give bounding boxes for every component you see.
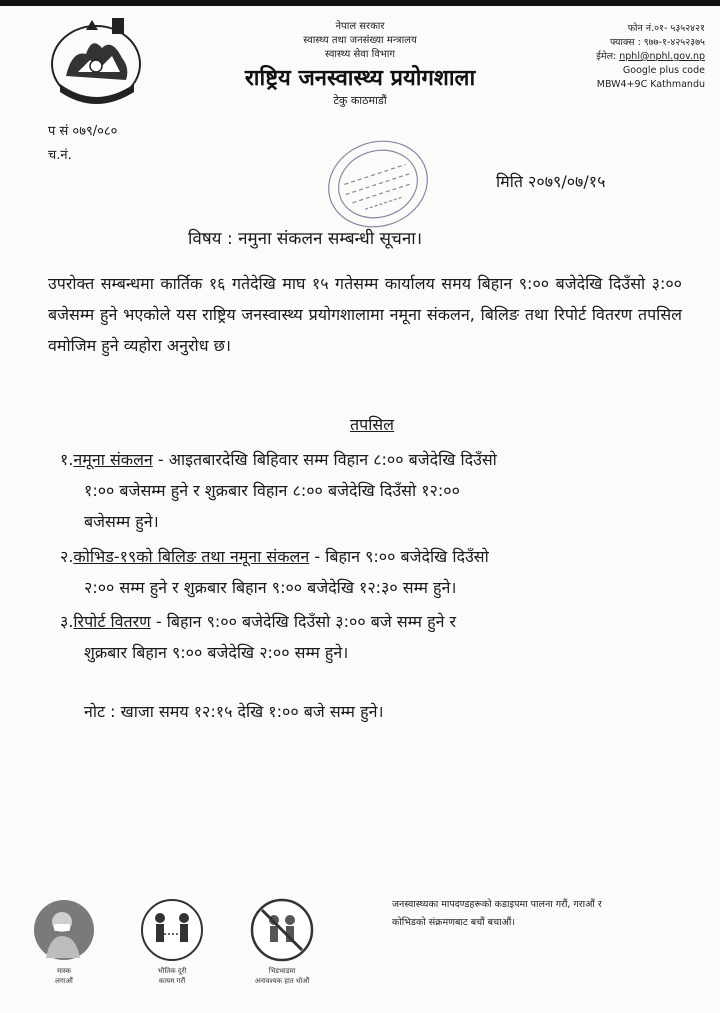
plus-code: MBW4+9C Kathmandu [596,79,705,90]
reference-block [48,120,117,168]
fax-number: फ्याक्स : ९७७-१-४२५२३७५ [609,37,705,48]
govt-line: नेपाल सरकार [335,21,385,32]
distance-label: भौतिक दूरी कायम गरौं [157,967,187,985]
schedule-item-covid-billing [60,541,684,603]
plus-code-label: Google plus code [622,65,705,76]
item-label: नमूना संकलन [73,450,153,469]
phone-number: फोन नं.०१- ५३५२४२१ [627,23,705,34]
top-border [0,0,720,6]
item-label: रिपोर्ट वितरण [73,612,151,631]
no-gathering-icon [250,898,314,962]
office-title: राष्ट्रिय जनस्वास्थ्य प्रयोगशाला [244,66,476,91]
item-text: बजेसम्म हुने। [84,512,159,531]
item-label: कोभिड-१९को बिलिङ तथा नमूना संकलन [73,547,310,566]
item-text: - बिहान ९:०० बजेदेखि दिउँसो [309,547,489,566]
schedule-item-report-distribution [60,606,684,668]
schedule-heading: तपसिल [350,415,395,434]
schedule-item-sample-collection [60,444,684,537]
department-line: स्वास्थ्य सेवा विभाग [324,49,396,60]
item-text: १:०० बजेसम्म हुने र शुक्रबार विहान ८:०० बजेदेखि दिउँसो १२:०० [84,481,460,500]
public-health-message: जनस्वास्थ्यका मापदण्डहरूको कडाइपमा पालना गरौं, गराऔं र कोभिडको संक्रमणबाट बचौं बचाऔं। [392,899,602,928]
email-address[interactable]: nphl@nphl.gov.np [619,51,705,62]
letter-number: प सं ०७९/०८० [48,124,118,139]
item-number: २. [60,547,74,566]
mask-label: मास्क लगाऔं [55,967,73,985]
notice-body: उपरोक्त सम्बन्धमा कार्तिक १६ गतेदेखि माघ १५ गतेसम्म कार्यालय समय बिहान ९:०० बजेदेखि दिउँसो ३:०० बजेसम्म हुने भएकोले यस राष्ट्रिय जनस्वास्थ्य प्रयोगशालामा नमूना संकलन, बिलिङ तथा रिपोर्ट वितरण तपसिल वमोजिम हुने व्यहोरा अनुरोध छ। [48,274,682,355]
email-label: ईमेल: [596,51,617,62]
no-gathering-label: भिडभाडमा अनावश्यक हात धोऔं [254,967,310,985]
physical-distance-icon [140,898,204,962]
ministry-line: स्वास्थ्य तथा जनसंख्या मन्त्रालय [303,35,417,46]
item-text: २:०० सम्म हुने र शुक्रबार बिहान ९:०० बजेदेखि १२:३० सम्म हुने। [84,578,457,597]
office-stamp-icon [318,128,438,240]
contact-block [530,22,705,92]
notice-date: मिति २०७९/०७/१५ [496,172,606,191]
office-location: टेकु काठमाडौं [333,94,387,107]
item-text: शुक्रबार बिहान ९:०० बजेदेखि २:०० सम्म हुने। [84,643,349,662]
item-number: १. [60,450,74,469]
item-number: ३. [60,612,74,631]
office-header [200,20,520,108]
dispatch-number: च.नं. [48,148,72,163]
notice-subject: विषय : नमुना संकलन सम्बन्धी सूचना। [188,229,423,249]
item-text: - आइतबारदेखि बिहिवार सम्म विहान ८:०० बजेदेखि दिउँसो [152,450,497,469]
lunch-note: नोट : खाजा समय १२:१५ देखि १:०० बजे सम्म हुने। [84,702,384,721]
wear-mask-icon [32,898,96,962]
item-text: - बिहान ९:०० बजेदेखि दिउँसो ३:०० बजे सम्म हुने र [150,612,457,631]
nepal-government-emblem-icon [42,14,150,106]
email-line [530,50,705,64]
